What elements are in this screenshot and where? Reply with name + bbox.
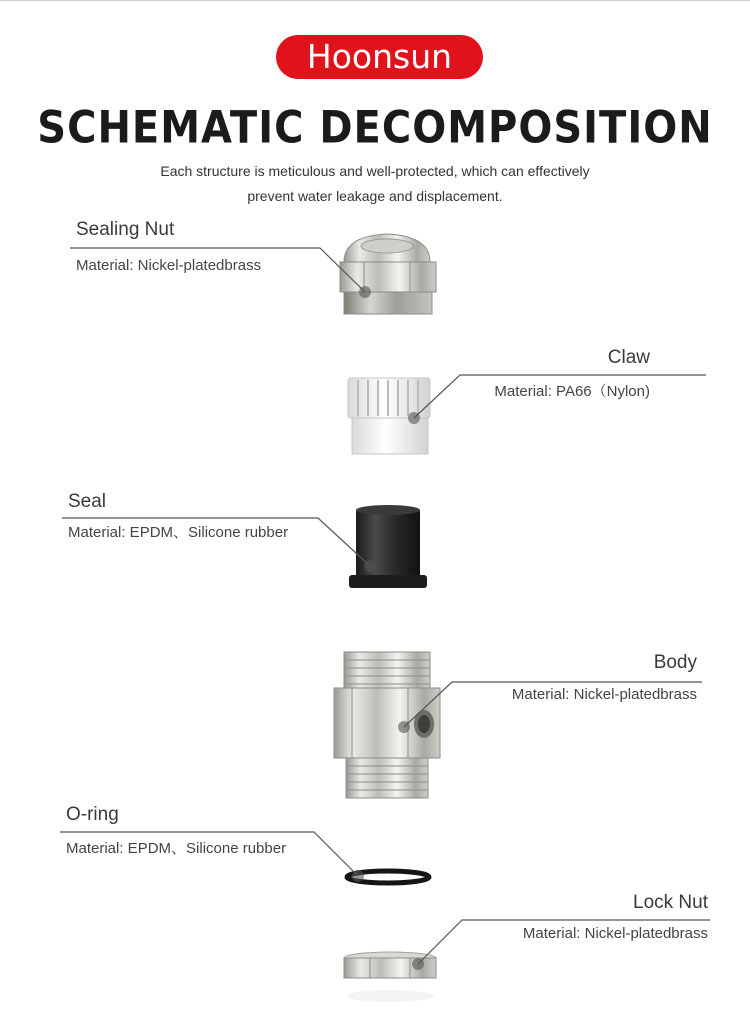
part-material-claw: Material: PA66（Nylon) xyxy=(494,383,650,400)
part-material-o-ring: Material: EPDM、Silicone rubber xyxy=(66,840,287,857)
body-image xyxy=(334,652,440,798)
part-material-sealing-nut: Material: Nickel-platedbrass xyxy=(76,257,262,274)
part-material-seal: Material: EPDM、Silicone rubber xyxy=(68,524,289,541)
seal-image xyxy=(349,505,427,588)
sealing-nut-image xyxy=(340,234,436,314)
part-name-claw: Claw xyxy=(607,347,650,368)
brand-logo: Hoonsun xyxy=(276,35,483,79)
part-name-o-ring: O-ring xyxy=(66,804,119,825)
part-name-sealing-nut: Sealing Nut xyxy=(76,219,175,240)
part-name-body: Body xyxy=(653,652,697,673)
part-name-lock-nut: Lock Nut xyxy=(633,892,708,913)
part-name-seal: Seal xyxy=(68,491,107,512)
part-material-body: Material: Nickel-platedbrass xyxy=(511,686,697,703)
part-material-lock-nut: Material: Nickel-platedbrass xyxy=(522,925,708,942)
page-title: SCHEMATIC DECOMPOSITION xyxy=(37,102,713,154)
subtitle-line-1: Each structure is meticulous and well-protected, which can effectively xyxy=(160,163,590,179)
subtitle-line-2: prevent water leakage and displacement. xyxy=(247,188,503,204)
